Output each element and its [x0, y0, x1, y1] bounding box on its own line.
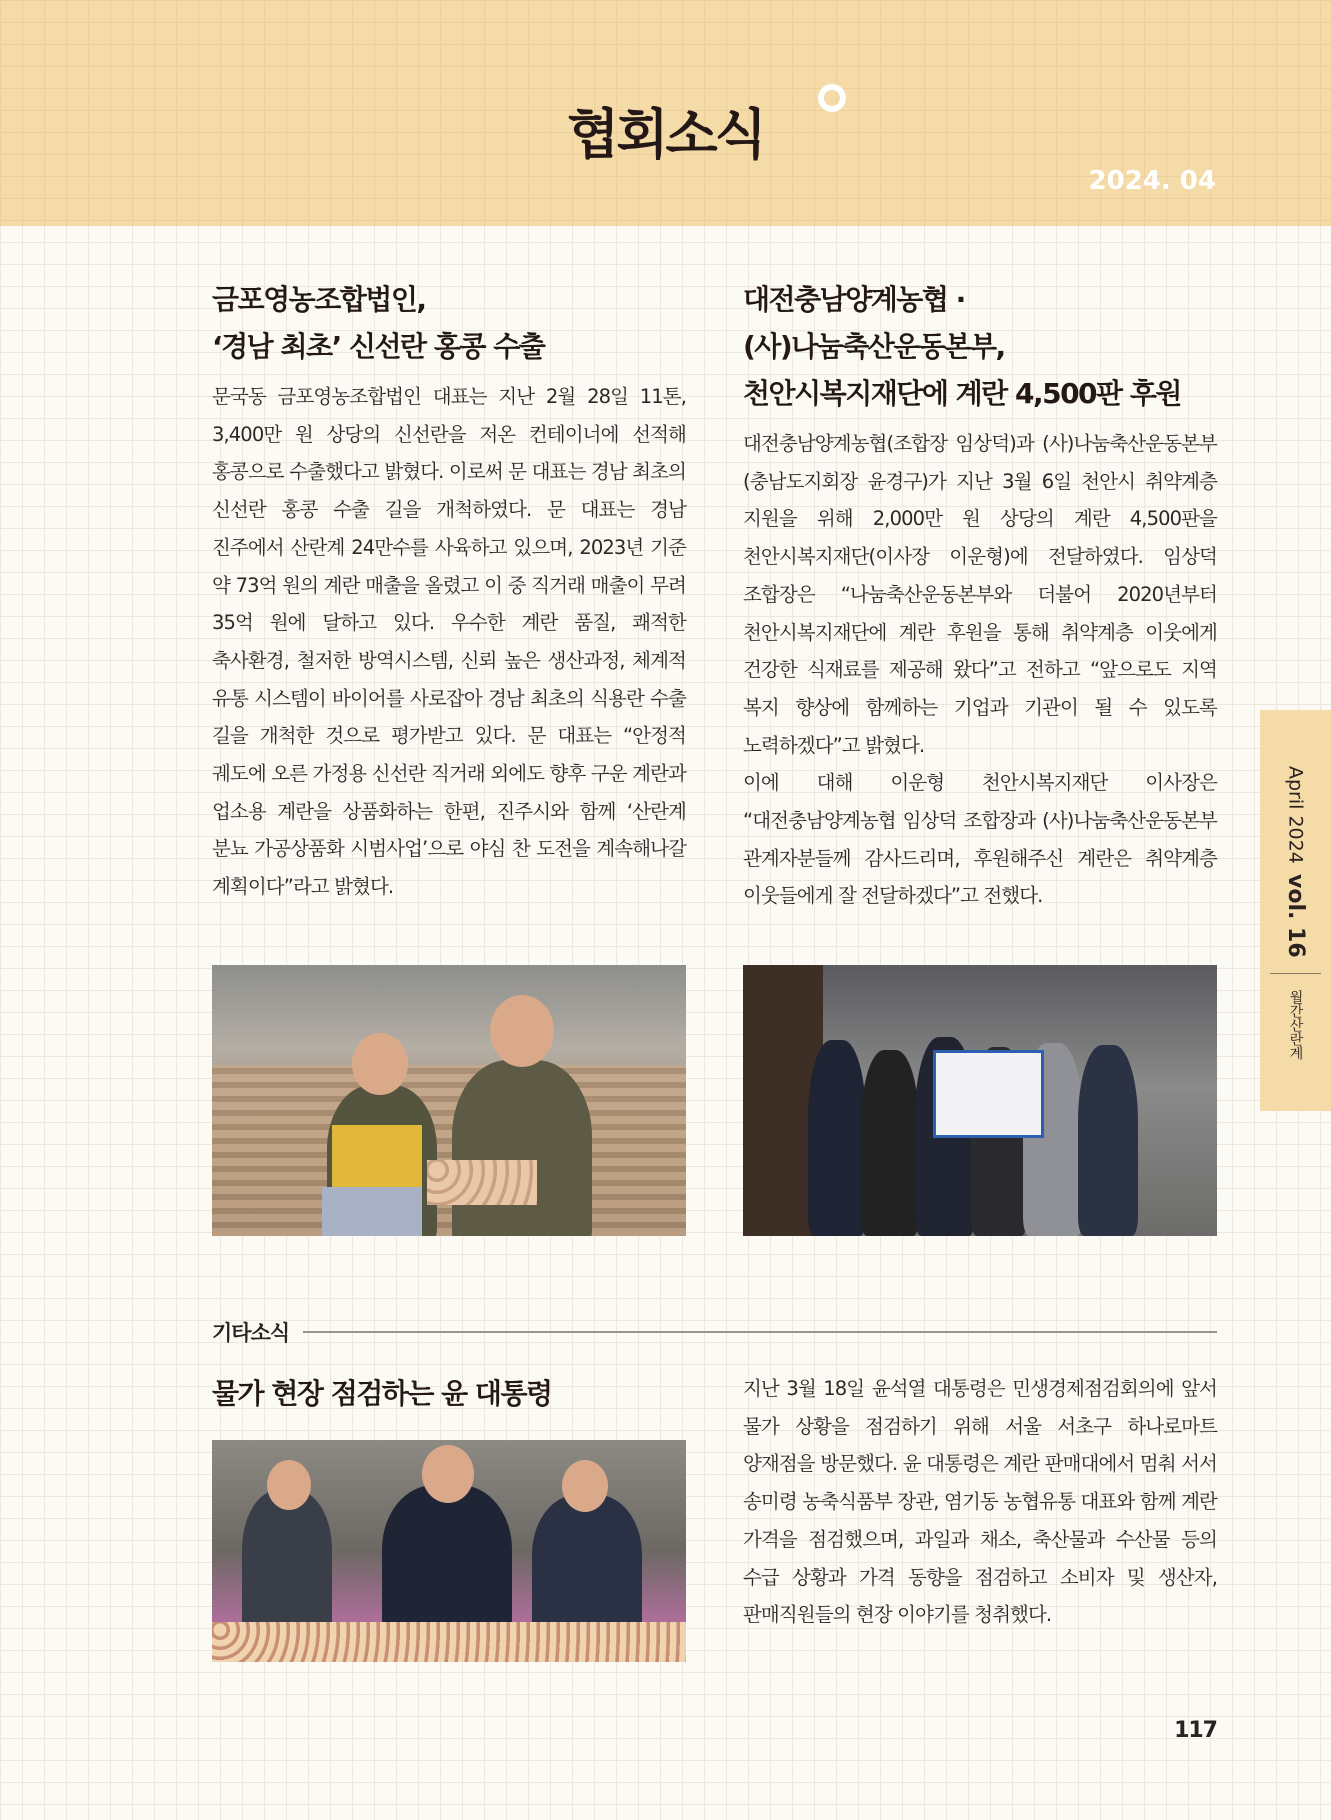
farm-egg-photo — [212, 965, 686, 1236]
page-header — [0, 0, 1331, 226]
other-news-row — [212, 1370, 1217, 1718]
page-number: 117 — [1174, 1718, 1217, 1743]
donation-ceremony-photo — [743, 965, 1217, 1236]
top-articles — [212, 276, 1217, 1236]
article-headline-line: 대전충남양계농협 · — [743, 283, 965, 316]
article-price-inspection-title — [212, 1370, 686, 1662]
article-price-inspection-body — [743, 1370, 1217, 1634]
article-egg-donation — [743, 276, 1217, 1236]
magazine-name: 월간산란계 — [1287, 990, 1304, 1061]
issue-date: 2024. 04 — [1088, 166, 1216, 196]
article-body: 지난 3월 18일 윤석열 대통령은 민생경제점검회의에 앞서 물가 상황을 점검하기 위해 서울 서초구 하나로마트 양재점을 방문했다. 윤 대통령은 계란 판매대에서 멈춰 서서 송미령 농축식품부 장관, 염기동 농협유통 대표와 함께 계란 가격을 점검했으며, 과일과 채소, 축산물과 수산물 등의 수급 상황과 가격 동향을 점검하고 소비자 및 생산자, 판매직원들의 현장 이야기를 청취했다. — [743, 1377, 1217, 1627]
page-content — [212, 276, 1217, 1743]
other-news-header — [212, 1317, 1217, 1347]
article-headline-line: ‘경남 최초’ 신선란 홍콩 수출 — [212, 330, 545, 363]
article-egg-export — [212, 276, 686, 1236]
divider — [1270, 973, 1321, 974]
article-headline-line: 천안시복지재단에 계란 4,500판 후원 — [743, 377, 1181, 410]
article-body-paragraph: 대전충남양계농협(조합장 임상덕)과 (사)나눔축산운동본부 (충남도지회장 윤경구)가 지난 3월 6일 천안시 취약계층 지원을 위해 2,000만 원 상당의 계란 4,500판을 천안시복지재단(이사장 이운형)에 전달하였다. 임상덕 조합장은 “나눔축산운동본부와 더불어 2020년부터 천안시복지재단에 계란 후원을 통해 취약계층 이웃에게 건강한 식재료를 제공해 왔다”고 전하고 “앞으로도 지역 복지 향상에 함께하는 기업과 기관이 될 수 있도록 노력하겠다”고 밝혔다. — [743, 432, 1217, 757]
section-divider — [303, 1331, 1217, 1333]
article-body-paragraph: 이에 대해 이운형 천안시복지재단 이사장은 “대전충남양계농협 임상덕 조합장과 (사)나눔축산운동본부 관계자분들께 감사드리며, 후원해주신 계란은 취약계층 이웃들에게 잘 전달하겠다”고 전했다. — [743, 771, 1217, 908]
article-body: 문국동 금포영농조합법인 대표는 지난 2월 28일 11톤, 3,400만 원 상당의 신선란을 저온 컨테이너에 선적해 홍콩으로 수출했다고 밝혔다. 이로써 문 대표는 경남 최초의 신선란 홍콩 수출 길을 개척하였다. 문 대표는 경남 진주에서 산란계 24만수를 사육하고 있으며, 2023년 기준 약 73억 원의 계란 매출을 올렸고 이 중 직거래 매출이 무려 35억 원에 달하고 있다. 우수한 계란 품질, 쾌적한 축사환경, 철저한 방역시스템, 신뢰 높은 생산과정, 체계적 유통 시스템이 바이어를 사로잡아 경남 최초의 식용란 수출 길을 개척한 것으로 평가받고 있다. 문 대표는 “안정적 궤도에 오른 가정용 신선란 직거래 외에도 향후 구운 계란과 업소용 계란을 상품화하는 한편, 진주시와 함께 ‘산란계 분뇨 가공상품화 시범사업’으로 야심 찬 도전을 계속해나갈 계획이다”라고 밝혔다. — [212, 385, 686, 899]
issue-month-year: April 2024 — [1284, 766, 1307, 864]
article-headline-line: (사)나눔축산운동본부, — [743, 330, 1005, 363]
article-headline: 물가 현장 점검하는 윤 대통령 — [212, 1377, 552, 1410]
circle-ornament-icon — [818, 84, 846, 112]
article-headline-line: 금포영농조합법인, — [212, 283, 426, 316]
issue-side-tab — [1260, 710, 1331, 1111]
volume-number: vol. 16 — [1283, 873, 1308, 958]
president-market-photo — [212, 1440, 686, 1662]
section-title: 협회소식 — [567, 103, 764, 166]
other-news-label: 기타소식 — [212, 1321, 290, 1345]
issue-volume — [1283, 766, 1308, 957]
